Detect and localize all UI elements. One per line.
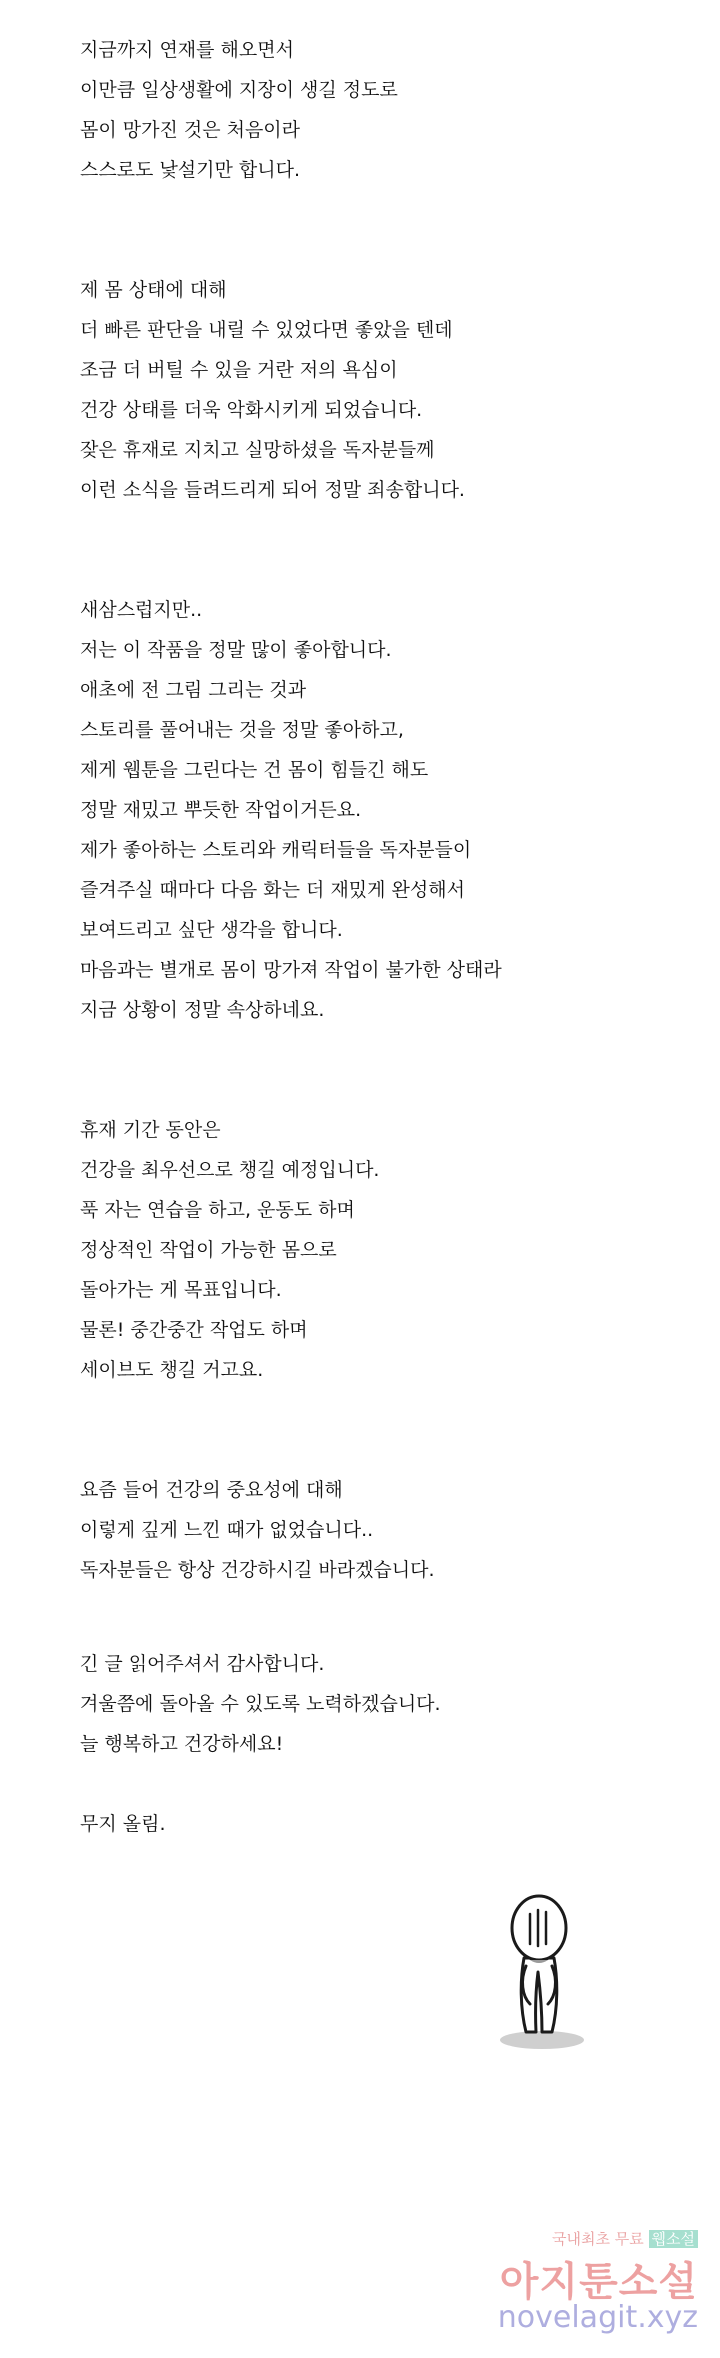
text-line: 몸이 망가진 것은 처음이라	[80, 119, 301, 141]
watermark-brand: 아지툰소설	[499, 2259, 698, 2305]
text-line: 건강 상태를 더욱 악화시키게 되었습니다.	[80, 399, 423, 421]
text-line: 저는 이 작품을 정말 많이 좋아합니다.	[80, 639, 392, 661]
text-line: 휴재 기간 동안은	[80, 1119, 221, 1141]
bowing-character-icon	[480, 1880, 600, 2060]
text-line: 정말 재밌고 뿌듯한 작업이거든요.	[80, 799, 362, 821]
text-line: 세이브도 챙길 거고요.	[80, 1359, 264, 1381]
paragraph-thanks	[80, 1644, 680, 1764]
text-line: 잦은 휴재로 지치고 실망하셨을 독자분들께	[80, 439, 435, 461]
text-line: 늘 행복하고 건강하세요!	[80, 1733, 284, 1755]
text-line: 이런 소식을 들려드리게 되어 정말 죄송합니다.	[80, 479, 465, 501]
text-line: 제게 웹툰을 그린다는 건 몸이 힘들긴 해도	[80, 759, 429, 781]
site-watermark	[478, 2228, 698, 2338]
watermark-url: novelagit.xyz	[497, 2300, 698, 2335]
text-line: 보여드리고 싶단 생각을 합니다.	[80, 919, 343, 941]
author-letter	[80, 30, 680, 1844]
watermark-tagline-prefix: 국내최초 무료	[552, 2230, 644, 2248]
watermark-tagline	[552, 2228, 698, 2249]
text-line: 돌아가는 게 목표입니다.	[80, 1279, 282, 1301]
text-line: 지금까지 연재를 해오면서	[80, 39, 294, 61]
signature: 무지 올림.	[80, 1813, 166, 1835]
text-line: 건강을 최우선으로 챙길 예정입니다.	[80, 1159, 380, 1181]
text-line: 애초에 전 그림 그리는 것과	[80, 679, 307, 701]
paragraph-health	[80, 1470, 680, 1590]
text-line: 요즘 들어 건강의 중요성에 대해	[80, 1479, 343, 1501]
text-line: 조금 더 버틸 수 있을 거란 저의 욕심이	[80, 359, 398, 381]
text-line: 푹 자는 연습을 하고, 운동도 하며	[80, 1199, 355, 1221]
text-line: 이렇게 깊게 느낀 때가 없었습니다..	[80, 1519, 374, 1541]
text-line: 긴 글 읽어주셔서 감사합니다.	[80, 1653, 325, 1675]
paragraph-signature	[80, 1804, 680, 1844]
text-line: 제가 좋아하는 스토리와 캐릭터들을 독자분들이	[80, 839, 472, 861]
text-line: 정상적인 작업이 가능한 몸으로	[80, 1239, 337, 1261]
text-line: 이만큼 일상생활에 지장이 생길 정도로	[80, 79, 398, 101]
paragraph-apology	[80, 270, 680, 510]
text-line: 스스로도 낯설기만 합니다.	[80, 159, 301, 181]
text-line: 독자분들은 항상 건강하시길 바라겠습니다.	[80, 1559, 435, 1581]
text-line: 스토리를 풀어내는 것을 정말 좋아하고,	[80, 719, 404, 741]
text-line: 더 빠른 판단을 내릴 수 있었다면 좋았을 텐데	[80, 319, 453, 341]
text-line: 겨울쯤에 돌아올 수 있도록 노력하겠습니다.	[80, 1693, 441, 1715]
paragraph-feelings	[80, 590, 680, 1030]
text-line: 제 몸 상태에 대해	[80, 279, 227, 301]
text-line: 물론! 중간중간 작업도 하며	[80, 1319, 308, 1341]
text-line: 새삼스럽지만..	[80, 599, 203, 621]
paragraph-hiatus-plan	[80, 1110, 680, 1390]
text-line: 마음과는 별개로 몸이 망가져 작업이 불가한 상태라	[80, 959, 502, 981]
watermark-tagline-highlight: 웹소설	[649, 2230, 698, 2248]
text-line: 즐겨주실 때마다 다음 화는 더 재밌게 완성해서	[80, 879, 465, 901]
text-line: 지금 상황이 정말 속상하네요.	[80, 999, 325, 1021]
paragraph-intro	[80, 30, 680, 190]
